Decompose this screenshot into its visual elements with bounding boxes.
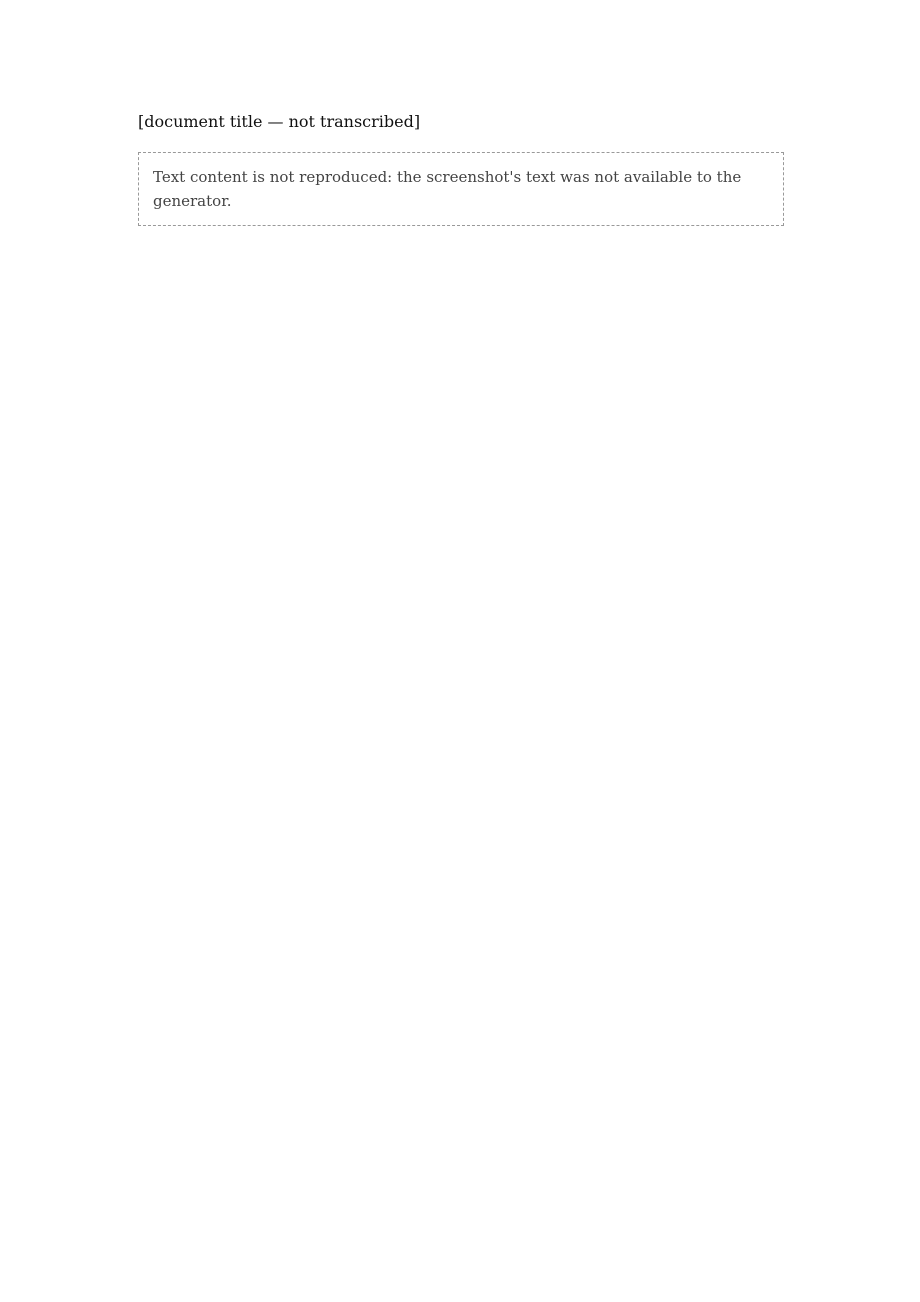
transcription-notice: Text content is not reproduced: the screenshot's text was not available to the generator. <box>138 152 784 226</box>
document-title: [document title — not transcribed] <box>138 112 421 131</box>
